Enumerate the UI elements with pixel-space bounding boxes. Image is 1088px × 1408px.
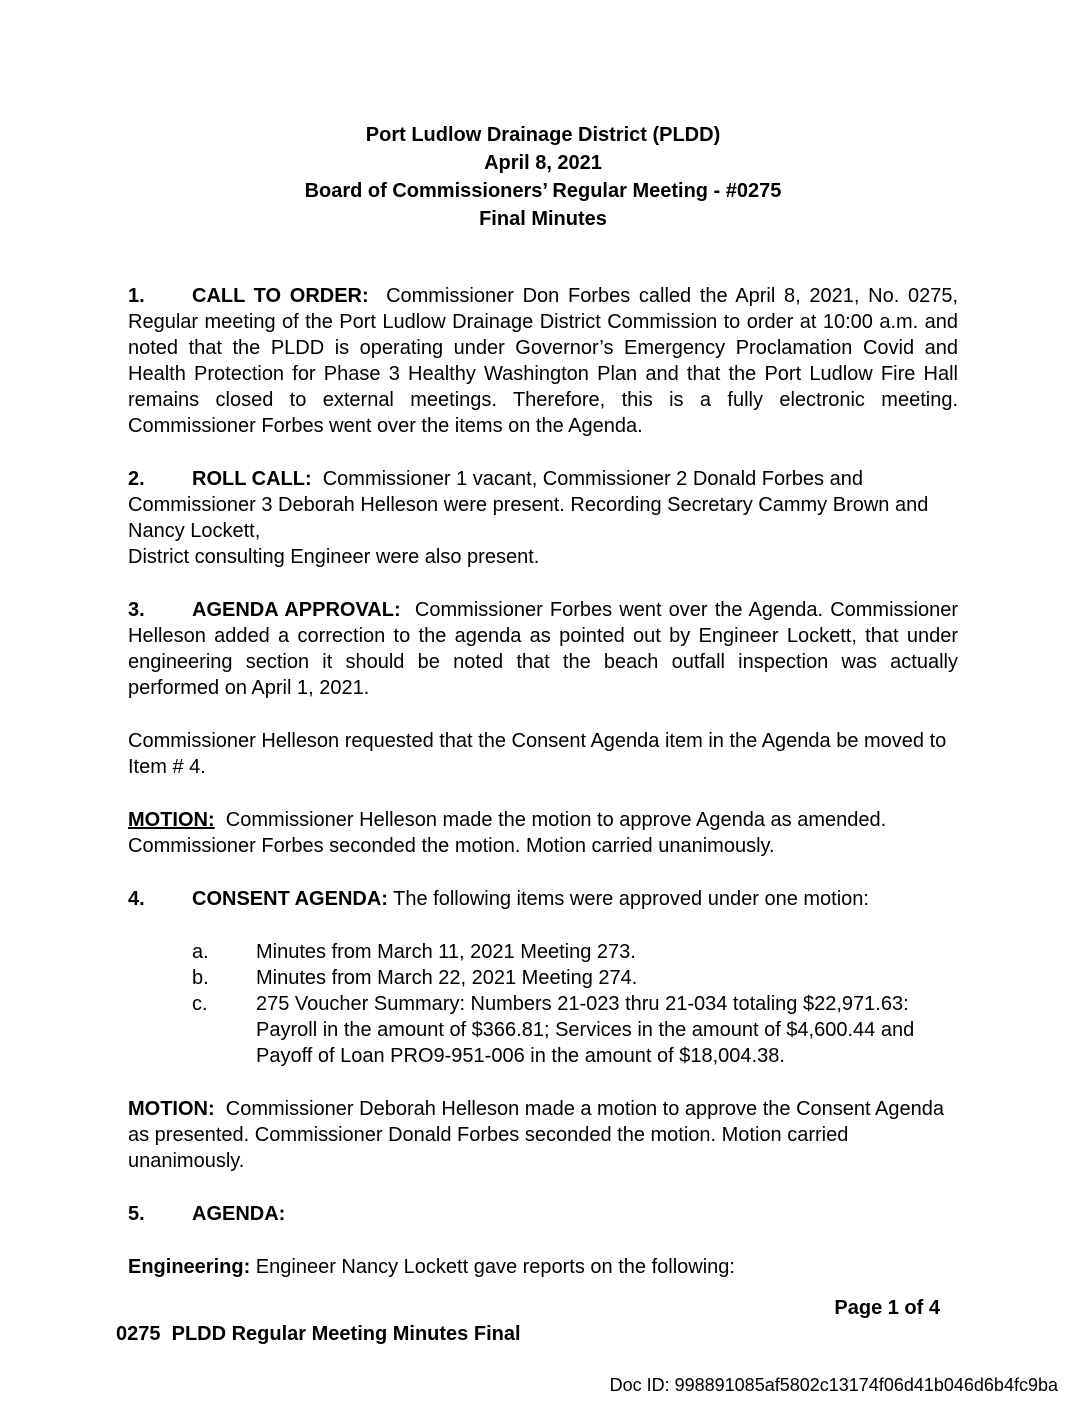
footer-doc-id: Doc ID: 998891085af5802c13174f06d41b046d6b4fc9ba (609, 1375, 1058, 1395)
section-1-call-to-order (128, 283, 964, 439)
list-item (128, 965, 958, 991)
motion-body: Commissioner Helleson made the motion to approve Agenda as amended. Commissioner Forbes seconded the motion. Motion carried unanimously. (128, 809, 892, 857)
item-letter: a. (192, 941, 209, 963)
section-heading: CALL TO ORDER: (192, 285, 369, 307)
page-title (128, 121, 958, 233)
motion-body: Commissioner Deborah Helleson made a motion to approve the Consent Agenda as presented. Commissioner Donald Forbes seconded the motion. Motion carried unanimously. (128, 1098, 950, 1172)
footer-doc-title: 0275 PLDD Regular Meeting Minutes Final (116, 1323, 521, 1345)
item-letter: b. (192, 967, 209, 989)
section-body-line-2: District consulting Engineer were also present. (128, 546, 540, 568)
section-5-agenda (128, 1201, 958, 1227)
section-heading: AGENDA: (192, 1203, 286, 1225)
item-text: 275 Voucher Summary: Numbers 21-023 thru 21-034 totaling $22,971.63: Payroll in the amount of $366.81; Services in the amount of $4,600.44 and Payoff of Loan PRO9-951-006 in the amount of $18,004.38. (256, 993, 920, 1067)
section-body: Commissioner Don Forbes called the April 8, 2021, No. 0275, Regular meeting of the Port Ludlow Drainage District Commission to order at 10:00 a.m. and noted that the PLDD is operating under Governor’s Emergency Proclamation Covid and Health Protection for Phase 3 Healthy Washington Plan and that the Port Ludlow Fire Hall remains closed to external meetings. Therefore, this is a fully electronic meeting. Commissioner Forbes went over the items on the Agenda. (128, 285, 964, 437)
motion-label: MOTION: (128, 1098, 215, 1120)
motion-label: MOTION: (128, 809, 215, 831)
section-number: 3. (128, 599, 145, 621)
title-line-district: Port Ludlow Drainage District (PLDD) (365, 124, 721, 146)
engineering-heading: Engineering: (128, 1256, 251, 1278)
section-body: The following items were approved under one motion: (387, 888, 869, 910)
footer-page-number: Page 1 of 4 (834, 1297, 940, 1319)
item-text: Minutes from March 11, 2021 Meeting 273. (256, 941, 636, 963)
section-4-consent-agenda (128, 886, 958, 912)
paragraph-helleson-request (128, 728, 958, 780)
section-number: 1. (128, 285, 145, 307)
item-text: Minutes from March 22, 2021 Meeting 274. (256, 967, 638, 989)
section-number: 5. (128, 1203, 145, 1225)
section-heading: CONSENT AGENDA: (192, 888, 388, 910)
section-3-agenda-approval (128, 597, 964, 701)
section-heading: ROLL CALL: (192, 468, 312, 490)
section-number: 2. (128, 468, 145, 490)
title-line-final-minutes: Final Minutes (479, 208, 607, 230)
motion-approve-consent-agenda (128, 1096, 958, 1174)
section-body-line-1: Commissioner 1 vacant, Commissioner 2 Donald Forbes and Commissioner 3 Deborah Helleson were present. Recording Secretary Cammy Brown and Nancy Lockett, (128, 468, 934, 542)
paragraph-text: Commissioner Helleson requested that the Consent Agenda item in the Agenda be moved to Item # 4. (128, 730, 952, 778)
consent-agenda-list (128, 939, 958, 1069)
title-line-date: April 8, 2021 (484, 152, 602, 174)
motion-approve-agenda (128, 807, 958, 859)
section-heading: AGENDA APPROVAL: (192, 599, 401, 621)
engineering-body: Engineer Nancy Lockett gave reports on the following: (250, 1256, 735, 1278)
engineering-paragraph (128, 1254, 958, 1280)
section-2-roll-call (128, 466, 958, 570)
item-letter: c. (192, 993, 208, 1015)
list-item (128, 939, 958, 965)
section-number: 4. (128, 888, 145, 910)
list-item (128, 991, 958, 1069)
section-body: Commissioner Forbes went over the Agenda. Commissioner Helleson added a correction to the agenda as pointed out by Engineer Lockett, that under engineering section it should be noted that the beach outfall inspection was actually performed on April 1, 2021. (128, 599, 964, 699)
title-line-meeting: Board of Commissioners’ Regular Meeting - #0275 (304, 180, 782, 202)
